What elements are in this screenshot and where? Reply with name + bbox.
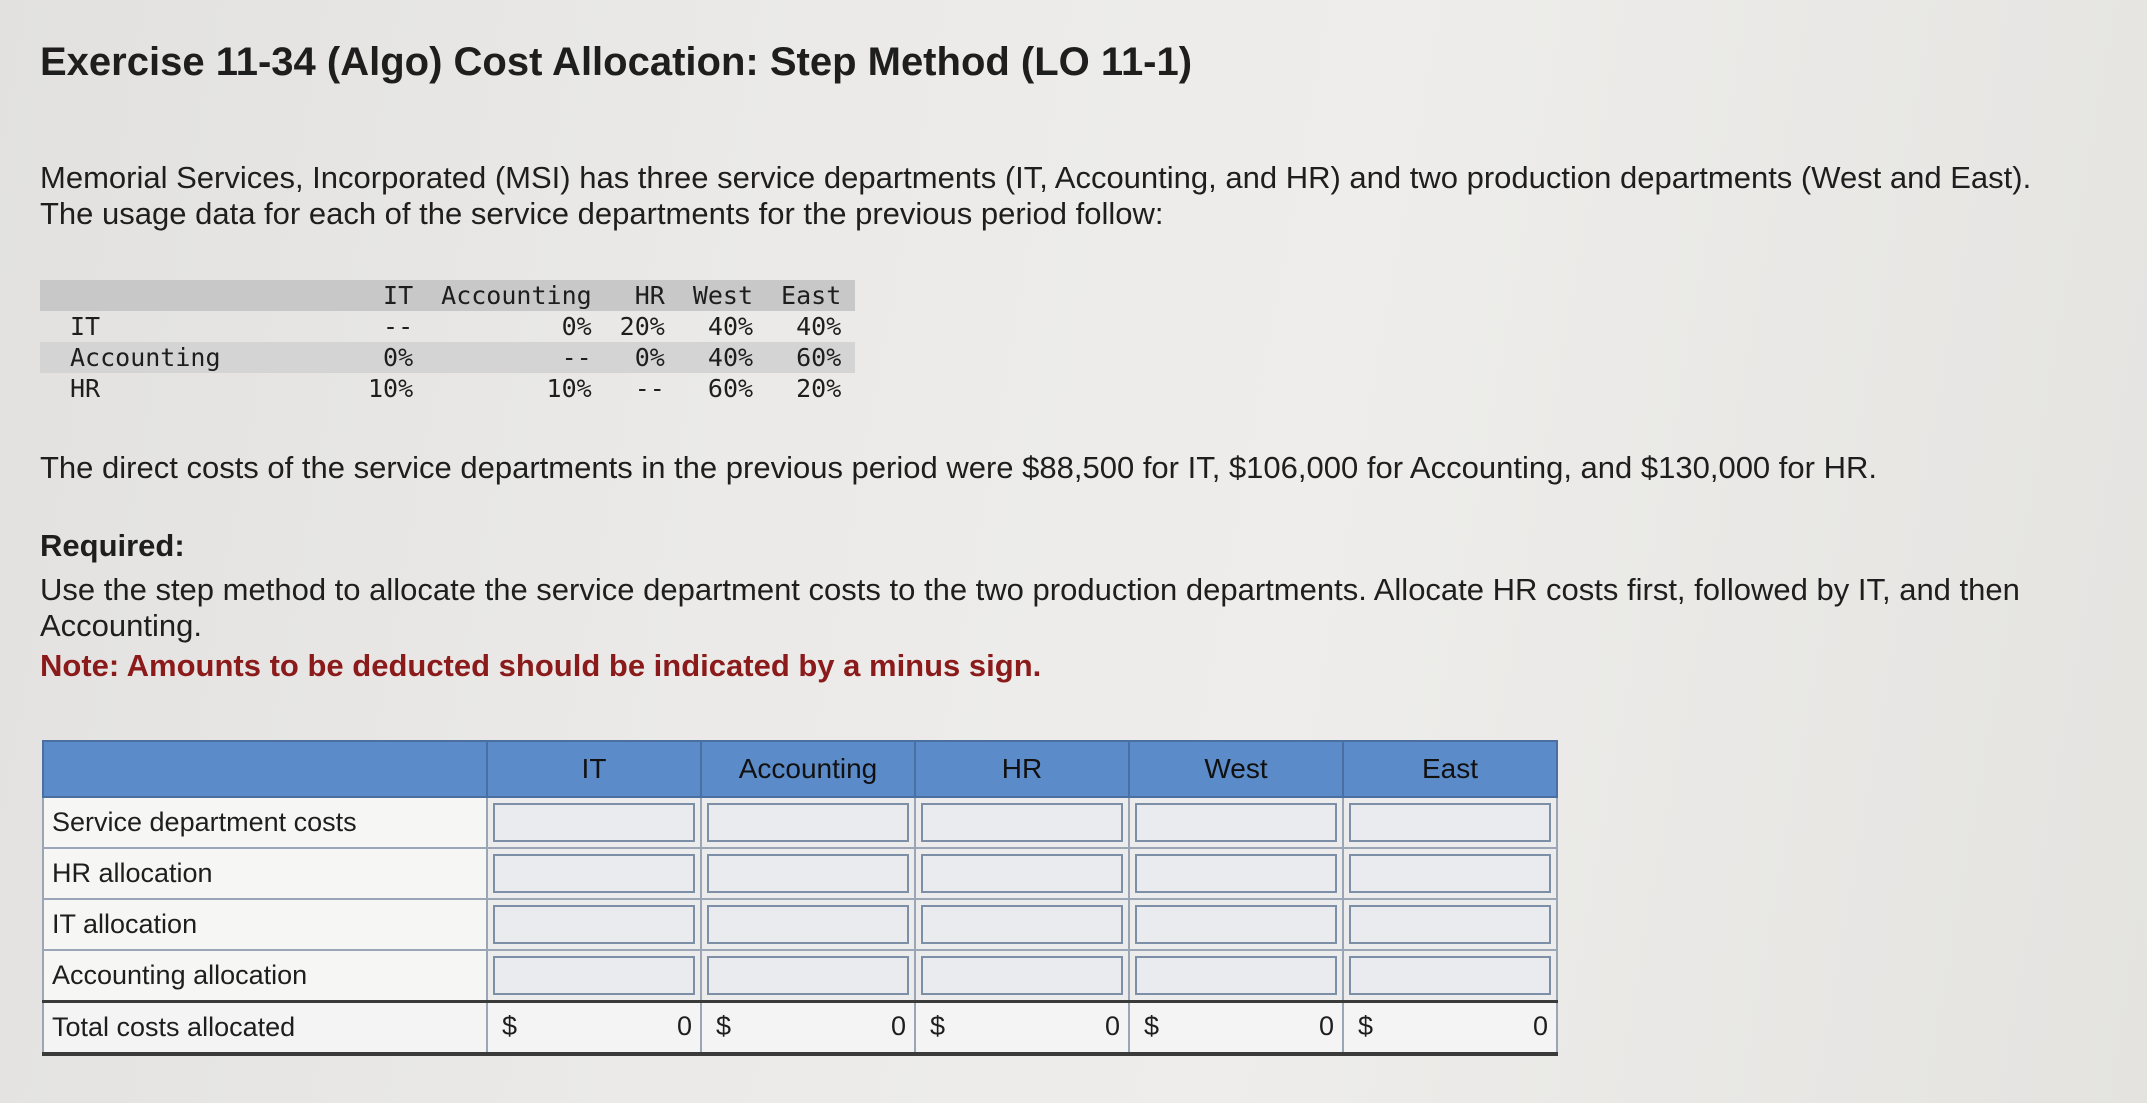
currency-symbol: $ [1358, 1011, 1374, 1041]
input-box[interactable] [1135, 803, 1337, 842]
usage-cell: -- [634, 374, 665, 403]
usage-cell: 0% [634, 343, 665, 372]
answer-header-it: IT [487, 741, 701, 797]
total-value: 0 [1104, 1011, 1120, 1041]
intro-paragraph: Memorial Services, Incorporated (MSI) has three service departments (IT, Accounting, and HR) and two production departments (West and East). The usage data for each of the service departments for the previous period follow: [40, 160, 2032, 231]
allocation-answer-table [42, 740, 1558, 1056]
required-heading: Required: [40, 528, 185, 563]
input-box[interactable] [921, 854, 1123, 893]
usage-row-label: Accounting [70, 343, 221, 372]
input-box[interactable] [1349, 905, 1551, 944]
usage-cell: 10% [368, 374, 414, 403]
input-box[interactable] [921, 956, 1123, 995]
it-total [487, 1002, 701, 1055]
east-accounting-allocation-input[interactable] [1343, 950, 1557, 1002]
total-value: 0 [1532, 1011, 1548, 1041]
answer-header-blank [43, 741, 487, 797]
hr-accounting-allocation-input[interactable] [915, 950, 1129, 1002]
accounting-total [701, 1002, 915, 1055]
usage-row-hr [40, 373, 855, 404]
total-value: 0 [1318, 1011, 1334, 1041]
usage-header-it: IT [383, 281, 414, 310]
usage-data-table [40, 280, 855, 404]
input-box[interactable] [707, 854, 909, 893]
answer-header-west: West [1129, 741, 1343, 797]
input-box[interactable] [921, 905, 1123, 944]
usage-cell: 10% [546, 374, 592, 403]
usage-row-label: HR [70, 374, 101, 403]
usage-cell: -- [561, 343, 592, 372]
input-box[interactable] [493, 905, 695, 944]
currency-symbol: $ [716, 1011, 732, 1041]
input-box[interactable] [1135, 854, 1337, 893]
usage-header-row [40, 280, 855, 311]
row-label: IT allocation [43, 899, 487, 950]
currency-symbol: $ [1144, 1011, 1160, 1041]
answer-header-accounting: Accounting [701, 741, 915, 797]
input-box[interactable] [493, 956, 695, 995]
direct-costs-paragraph: The direct costs of the service departments in the previous period were $88,500 for IT, $106,000 for Accounting, and $130,000 for HR. [40, 450, 1877, 485]
usage-cell: 60% [796, 343, 842, 372]
row-label: HR allocation [43, 848, 487, 899]
usage-cell: 0% [383, 343, 414, 372]
row-accounting-allocation [43, 950, 1557, 1002]
usage-cell: 40% [707, 343, 754, 372]
west-service-cost-input[interactable] [1129, 797, 1343, 848]
total-value: 0 [890, 1011, 906, 1041]
hr-it-allocation-input[interactable] [915, 899, 1129, 950]
input-box[interactable] [1349, 956, 1551, 995]
usage-cell: 0% [561, 312, 592, 341]
accounting-it-allocation-input[interactable] [701, 899, 915, 950]
east-it-allocation-input[interactable] [1343, 899, 1557, 950]
row-it-allocation [43, 899, 1557, 950]
usage-cell: 20% [619, 312, 665, 341]
hr-service-cost-input[interactable] [915, 797, 1129, 848]
east-service-cost-input[interactable] [1343, 797, 1557, 848]
it-service-cost-input[interactable] [487, 797, 701, 848]
row-label: Accounting allocation [43, 950, 487, 1002]
accounting-hr-allocation-input[interactable] [701, 848, 915, 899]
west-accounting-allocation-input[interactable] [1129, 950, 1343, 1002]
input-box[interactable] [1135, 905, 1337, 944]
usage-header-accounting: Accounting [441, 281, 592, 310]
input-box[interactable] [493, 803, 695, 842]
exercise-title: Exercise 11-34 (Algo) Cost Allocation: Step Method (LO 11-1) [40, 40, 1193, 84]
minus-sign-note: Note: Amounts to be deducted should be indicated by a minus sign. [40, 648, 1042, 683]
hr-total [915, 1002, 1129, 1055]
input-box[interactable] [707, 905, 909, 944]
usage-cell: 40% [796, 312, 842, 341]
it-accounting-allocation-input[interactable] [487, 950, 701, 1002]
currency-symbol: $ [502, 1011, 518, 1041]
west-hr-allocation-input[interactable] [1129, 848, 1343, 899]
usage-cell: -- [383, 312, 414, 341]
answer-header-east: East [1343, 741, 1557, 797]
it-it-allocation-input[interactable] [487, 899, 701, 950]
usage-cell: 60% [707, 374, 754, 403]
accounting-accounting-allocation-input[interactable] [701, 950, 915, 1002]
row-label: Total costs allocated [43, 1002, 487, 1055]
accounting-service-cost-input[interactable] [701, 797, 915, 848]
row-total-costs-allocated [43, 1002, 1557, 1055]
usage-row-it [40, 311, 855, 342]
input-box[interactable] [707, 803, 909, 842]
input-box[interactable] [707, 956, 909, 995]
row-label: Service department costs [43, 797, 487, 848]
input-box[interactable] [1349, 803, 1551, 842]
usage-header-blank [40, 280, 354, 311]
usage-header-hr: HR [634, 281, 665, 310]
usage-cell: 20% [796, 374, 842, 403]
west-total [1129, 1002, 1343, 1055]
row-hr-allocation [43, 848, 1557, 899]
required-instructions: Use the step method to allocate the service department costs to the two production departments. Allocate HR costs first, followed by IT, and then Accounting. [40, 572, 2020, 643]
usage-row-label: IT [70, 312, 101, 341]
it-hr-allocation-input[interactable] [487, 848, 701, 899]
input-box[interactable] [1135, 956, 1337, 995]
currency-symbol: $ [930, 1011, 946, 1041]
usage-cell: 40% [707, 312, 754, 341]
usage-header-west: West [692, 281, 754, 310]
hr-hr-allocation-input[interactable] [915, 848, 1129, 899]
usage-header-east: East [781, 281, 842, 310]
answer-header-hr: HR [915, 741, 1129, 797]
east-hr-allocation-input[interactable] [1343, 848, 1557, 899]
west-it-allocation-input[interactable] [1129, 899, 1343, 950]
total-value: 0 [676, 1011, 692, 1041]
usage-row-accounting [40, 342, 855, 373]
input-box[interactable] [1349, 854, 1551, 893]
answer-header-row [43, 741, 1557, 797]
row-service-department-costs [43, 797, 1557, 848]
input-box[interactable] [921, 803, 1123, 842]
east-total [1343, 1002, 1557, 1055]
input-box[interactable] [493, 854, 695, 893]
